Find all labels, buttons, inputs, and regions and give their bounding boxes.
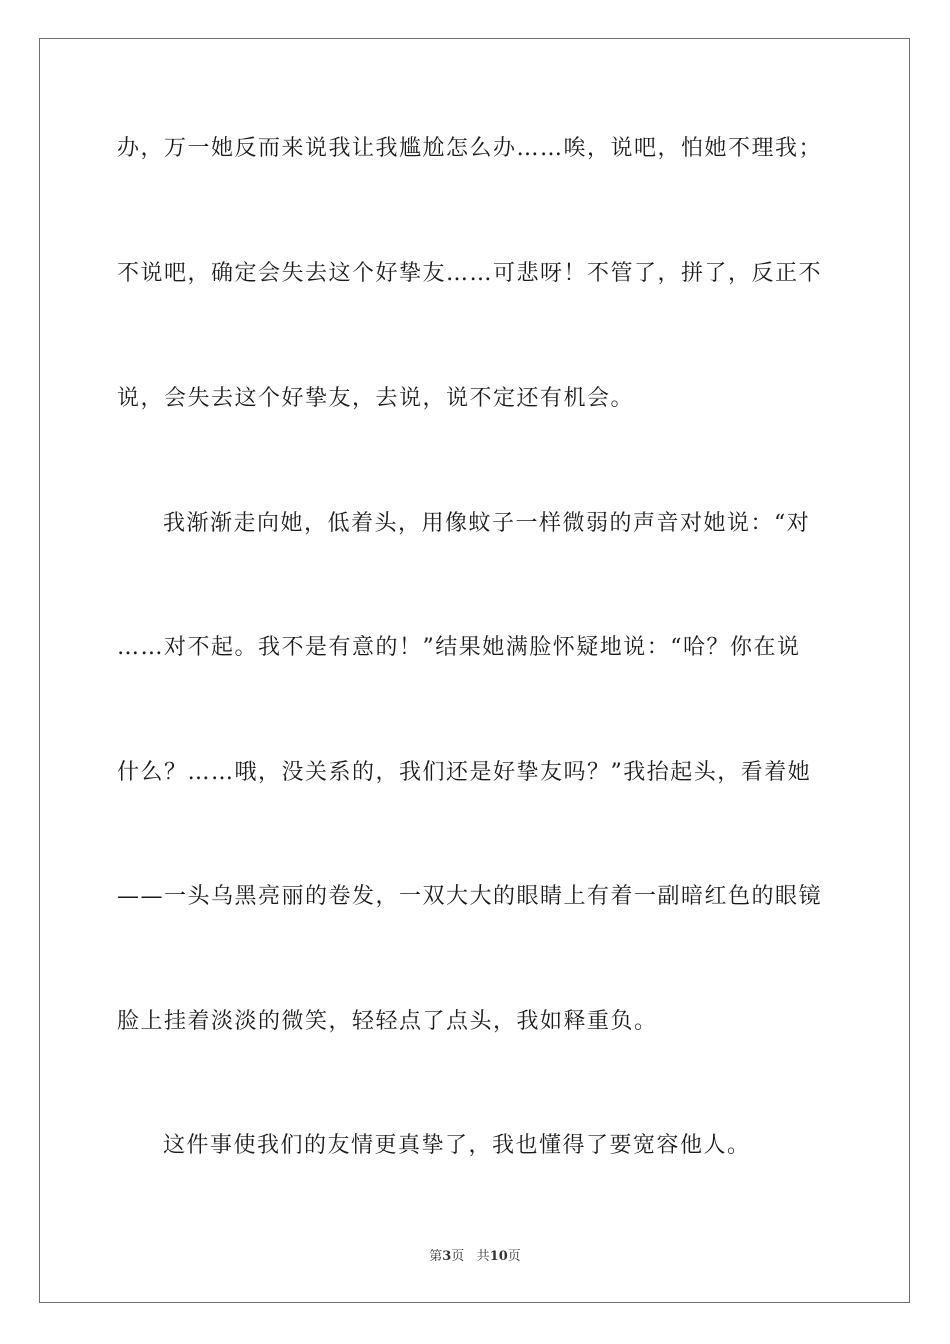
page-suffix: 页 — [451, 1249, 465, 1264]
total-prefix: 共 — [476, 1249, 490, 1264]
text-line: 不说吧，确定会失去这个好挚友……可悲呀！不管了，拼了，反正不 — [117, 261, 823, 286]
total-suffix: 页 — [507, 1249, 521, 1264]
text-line: 说，会失去这个好挚友，去说，说不定还有机会。 — [117, 386, 635, 411]
paragraph-start-line: 这件事使我们的友情更真挚了，我也懂得了要宽容他人。 — [163, 1133, 751, 1158]
text-line: 什么？……哦，没关系的，我们还是好挚友吗？”我抬起头，看着她 — [117, 760, 812, 785]
text-line: 办，万一她反而来说我让我尴尬怎么办……唉，说吧，怕她不理我； — [117, 136, 823, 161]
page-footer — [0, 1248, 950, 1266]
text-line: ——一头乌黑亮丽的卷发，一双大大的眼睛上有着一副暗红色的眼镜 — [117, 884, 823, 909]
page-number: 3 — [442, 1249, 452, 1264]
paragraph-start-line: 我渐渐走向她，低着头，用像蚊子一样微弱的声音对她说：“对 — [163, 511, 811, 536]
page-border — [39, 38, 910, 1303]
text-line: ……对不起。我不是有意的！”结果她满脸怀疑地说：“哈？你在说 — [117, 635, 801, 660]
total-pages: 10 — [489, 1249, 508, 1264]
text-line: 脸上挂着淡淡的微笑，轻轻点了点头，我如释重负。 — [117, 1009, 658, 1034]
page-prefix: 第 — [429, 1249, 443, 1264]
